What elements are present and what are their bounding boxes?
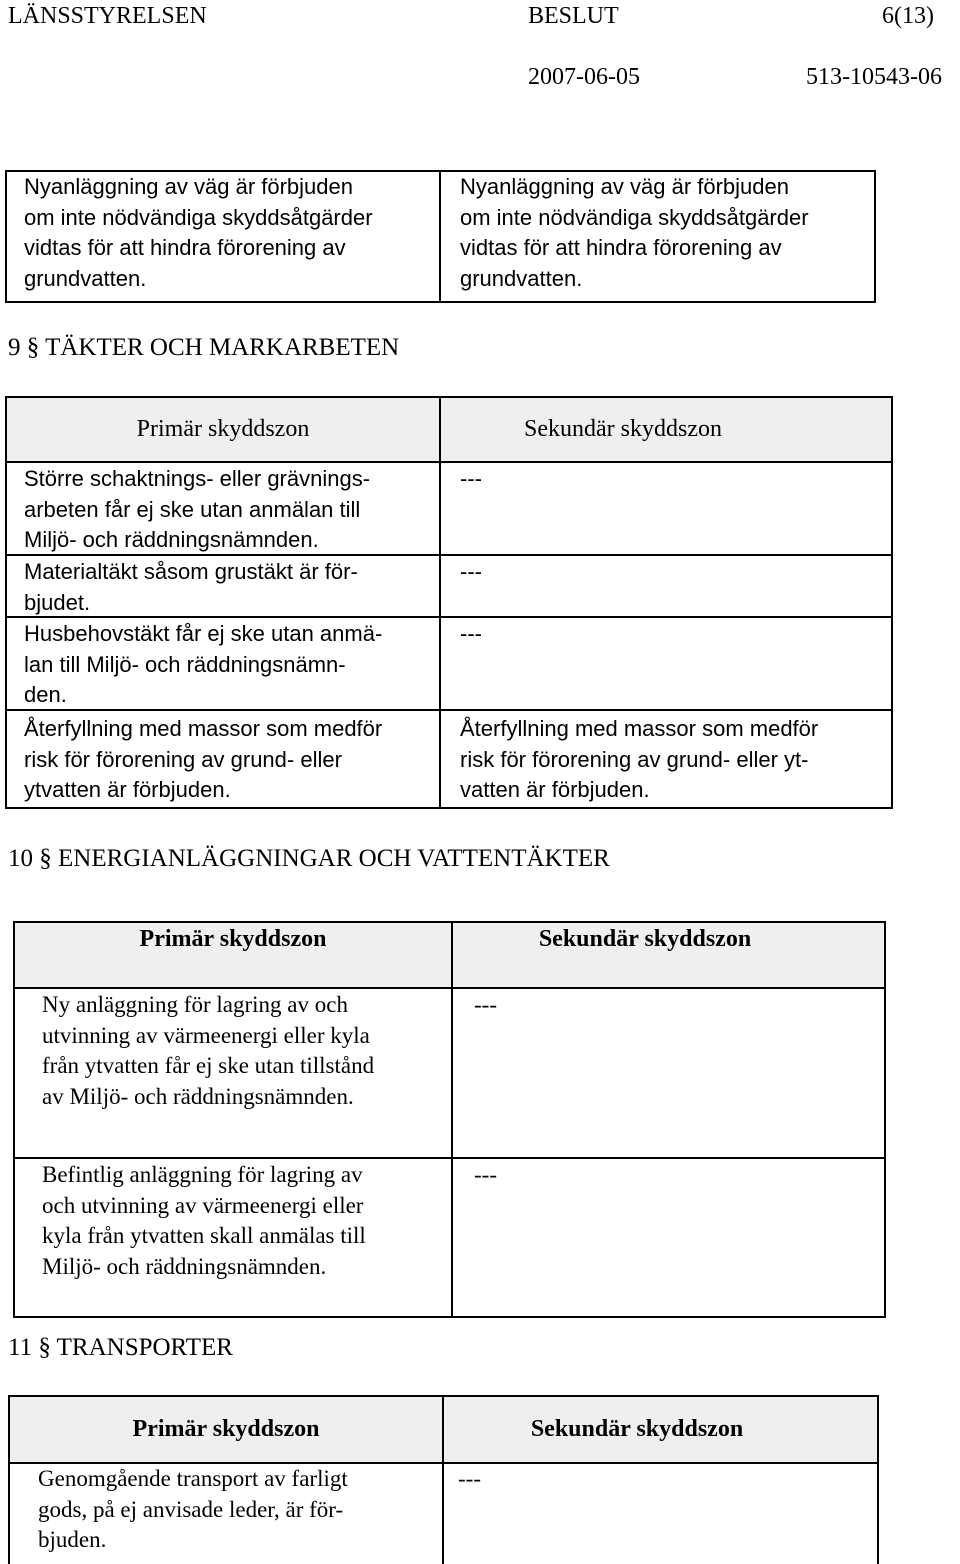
cell-line: gods, på ej anvisade leder, är för- — [38, 1496, 344, 1522]
table-cell-primary — [24, 464, 438, 556]
table-cell-primary — [38, 1464, 438, 1556]
cell-line: grundvatten. — [460, 265, 583, 291]
paragraph-symbol: § — [26, 334, 40, 361]
cell-line: den. — [24, 682, 67, 707]
cell-line: Återfyllning med massor som medför — [460, 716, 819, 741]
cell-line: om inte nödvändiga skyddsåtgärder — [24, 204, 373, 230]
cell-line: Materialtäkt såsom grustäkt är för- — [24, 559, 358, 584]
table-cell-primary — [24, 172, 434, 294]
row-rule — [13, 987, 886, 989]
cell-line: --- — [474, 992, 497, 1017]
cell-line: Genomgående transport av farligt — [38, 1466, 348, 1491]
table-cell-primary — [42, 1160, 448, 1282]
cell-line: --- — [460, 466, 482, 491]
cell-line: --- — [474, 1162, 497, 1187]
section-title: TRANSPORTER — [56, 1334, 233, 1361]
cell-line: Nyanläggning av väg är förbjuden — [24, 174, 354, 199]
cell-line: Befintlig anläggning för lagring av — [42, 1162, 363, 1187]
column-header-secondary: Sekundär skyddszon — [530, 1416, 744, 1442]
cell-line: risk för förorening av grund- eller — [24, 746, 342, 772]
table-divider — [439, 396, 441, 809]
row-rule — [5, 461, 893, 463]
authority-name: LÄNSSTYRELSEN — [8, 3, 207, 29]
document-type: BESLUT — [528, 3, 619, 29]
table-cell-secondary — [458, 1464, 868, 1495]
cell-line: --- — [460, 559, 482, 584]
cell-line: av Miljö- och räddningsnämnden. — [42, 1083, 354, 1109]
table-divider — [439, 170, 441, 303]
table-cell-primary — [24, 619, 438, 711]
cell-line: bjuden. — [38, 1527, 107, 1552]
section-heading-11 — [8, 1334, 233, 1362]
row-rule — [13, 1157, 886, 1159]
cell-line: lan till Miljö- och räddningsnämn- — [24, 651, 346, 677]
reference-number: 513-10543-06 — [806, 64, 942, 90]
table-cell-primary — [24, 557, 438, 618]
column-header-secondary: Sekundär skyddszon — [524, 416, 722, 442]
cell-line: bjudet. — [24, 589, 91, 615]
table-cell-secondary — [474, 1160, 874, 1191]
table-cell-secondary — [460, 619, 880, 650]
paragraph-symbol: § — [39, 845, 52, 872]
cell-line: om inte nödvändiga skyddsåtgärder — [460, 204, 809, 230]
cell-line: vidtas för att hindra förorening av — [460, 235, 782, 260]
cell-line: vatten är förbjuden. — [460, 777, 650, 802]
cell-line: Husbehovstäkt får ej ske utan anmä- — [24, 621, 383, 646]
table-cell-secondary — [460, 557, 880, 588]
table-cell-secondary — [460, 714, 888, 806]
table-cell-secondary — [460, 464, 880, 495]
cell-line: grundvatten. — [24, 265, 147, 291]
cell-line: --- — [460, 621, 482, 646]
table-divider — [451, 921, 453, 1318]
cell-line: och utvinning av värmeenergi eller — [42, 1192, 364, 1218]
cell-line: arbeten får ej ske utan anmälan till — [24, 496, 361, 522]
cell-line: risk för förorening av grund- eller yt- — [460, 746, 809, 772]
cell-line: vidtas för att hindra förorening av — [24, 235, 346, 260]
page-number: 6(13) — [882, 3, 934, 29]
cell-line: --- — [458, 1466, 481, 1491]
column-header-secondary: Sekundär skyddszon — [538, 926, 752, 952]
column-header-primary: Primär skyddszon — [136, 416, 310, 442]
column-header-primary: Primär skyddszon — [139, 926, 327, 952]
cell-line: Miljö- och räddningsnämnden. — [42, 1253, 327, 1279]
table-cell-secondary — [460, 172, 870, 294]
column-header-primary: Primär skyddszon — [132, 1416, 320, 1442]
cell-line: från ytvatten får ej ske utan tillstånd — [42, 1053, 375, 1078]
section-heading-9 — [8, 334, 399, 362]
section-title: ENERGIANLÄGGNINGAR OCH VATTENTÄKTER — [58, 845, 610, 872]
section-title: TÄKTER OCH MARKARBETEN — [45, 334, 400, 361]
cell-line: Miljö- och räddningsnämnden. — [24, 527, 319, 552]
cell-line: kyla från ytvatten skall anmälas till — [42, 1223, 366, 1248]
cell-line: Större schaktnings- eller grävnings- — [24, 466, 371, 491]
cell-line: Nyanläggning av väg är förbjuden — [460, 174, 790, 199]
table-cell-secondary — [474, 990, 874, 1021]
document-date: 2007-06-05 — [528, 64, 640, 90]
cell-line: Återfyllning med massor som medför — [24, 716, 383, 741]
section-heading-10 — [8, 845, 610, 873]
section-number: 9 — [8, 334, 21, 361]
section-number: 11 — [8, 1334, 33, 1361]
paragraph-symbol: § — [38, 1334, 51, 1361]
section-number: 10 — [8, 845, 33, 872]
cell-line: utvinning av värmeenergi eller kyla — [42, 1022, 370, 1048]
cell-line: ytvatten är förbjuden. — [24, 777, 231, 802]
cell-line: Ny anläggning för lagring av och — [42, 992, 348, 1017]
table-cell-primary — [24, 714, 438, 806]
table-cell-primary — [42, 990, 448, 1112]
